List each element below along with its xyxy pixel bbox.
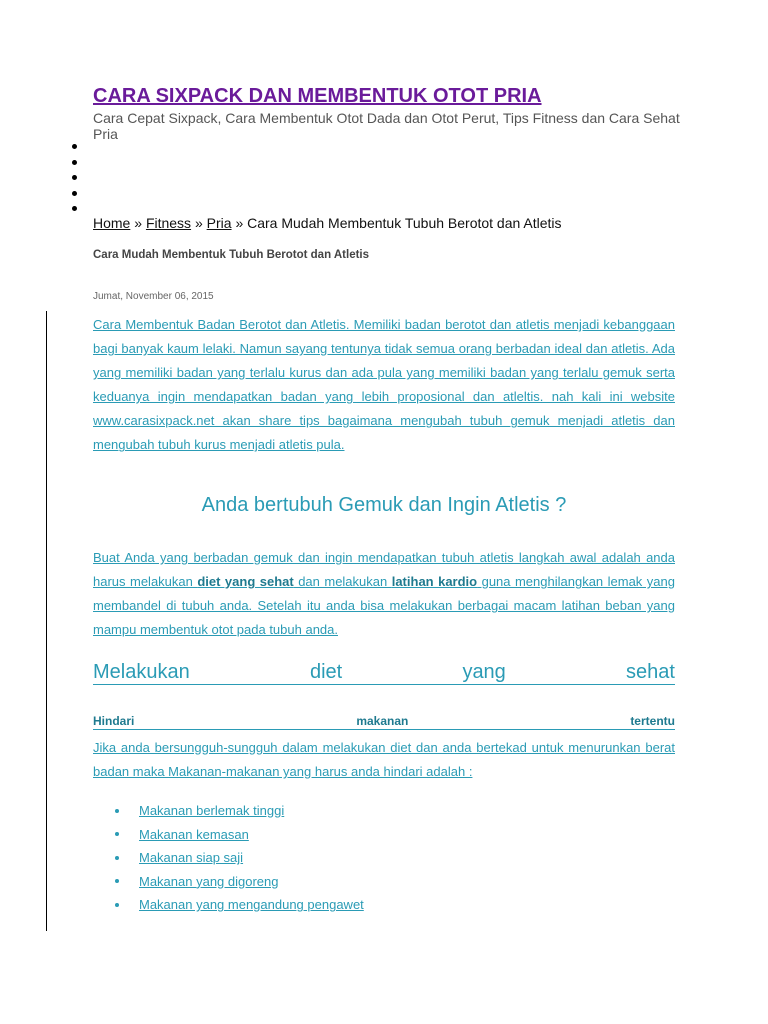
food-item-label: Makanan yang digoreng xyxy=(139,873,279,889)
heading-word: Melakukan xyxy=(93,661,190,683)
breadcrumb-current: Cara Mudah Membentuk Tubuh Berotot dan Atletis xyxy=(247,215,562,231)
nav-bullet[interactable] xyxy=(72,175,77,180)
heading-gemuk-atletis: Anda bertubuh Gemuk dan Ingin Atletis ? xyxy=(201,494,567,516)
food-item-label: Makanan berlemak tinggi xyxy=(139,803,285,819)
intro-paragraph[interactable]: Cara Membentuk Badan Berotot dan Atletis. Memiliki badan berotot dan atletis menjadi kebanggaan bagi banyak kaum lelaki. Namun sayang tentunya tidak semua orang berbadan ideal dan atletis. Ada yang memiliki badan yang terlalu kurus dan ada pula yang memiliki badan yang terlalu gemuk serta keduanya ingin mendapatkan badan yang lebih proposional dan atleltis. nah kali ini website www.carasixpack.net akan share tips bagaimana mengubah tubuh gemuk menjadi atletis dan mengubah tubuh kurus menjadi atletis pula. xyxy=(93,317,675,453)
subheading-hindari-makanan[interactable] xyxy=(93,713,675,730)
gemuk-text-2: dan melakukan xyxy=(293,574,392,590)
nav-bullet[interactable] xyxy=(72,160,77,165)
subheading-word: tertentu xyxy=(630,714,675,728)
subheading-word: Hindari xyxy=(93,714,135,728)
heading-diet-sehat[interactable] xyxy=(93,660,675,685)
hindari-paragraph[interactable]: Jika anda bersungguh-sungguh dalam melakukan diet dan anda bertekad untuk menurunkan berat badan maka Makanan-makanan yang harus anda hindari adalah : xyxy=(93,740,675,780)
list-item[interactable] xyxy=(115,799,364,823)
breadcrumb xyxy=(93,215,562,231)
list-item[interactable] xyxy=(115,893,364,917)
list-item[interactable] xyxy=(115,846,364,870)
left-rule-divider xyxy=(46,311,47,931)
post-title: Cara Mudah Membentuk Tubuh Berotot dan Atletis xyxy=(93,249,370,261)
breadcrumb-separator: » xyxy=(134,215,143,231)
empty-nav-list xyxy=(72,144,77,222)
breadcrumb-pria-link[interactable]: Pria xyxy=(206,215,232,231)
list-item[interactable] xyxy=(115,870,364,894)
site-description: Cara Cepat Sixpack, Cara Membentuk Otot Dada dan Otot Perut, Tips Fitness dan Cara Sehat Pria xyxy=(93,110,680,142)
bullet-icon xyxy=(115,809,119,813)
bullet-icon xyxy=(115,903,119,907)
list-item[interactable] xyxy=(115,823,364,847)
food-item-label: Makanan siap saji xyxy=(139,850,244,866)
breadcrumb-home-link[interactable]: Home xyxy=(93,215,131,231)
subheading-word: makanan xyxy=(356,714,409,728)
bullet-icon xyxy=(115,856,119,860)
gemuk-paragraph[interactable] xyxy=(93,546,675,642)
heading-word: diet xyxy=(309,661,343,683)
bullet-icon xyxy=(115,832,119,836)
nav-bullet[interactable] xyxy=(72,144,77,149)
heading-word: sehat xyxy=(626,661,675,683)
diet-sehat-emphasis: diet yang sehat xyxy=(197,574,294,590)
nav-bullet[interactable] xyxy=(72,191,77,196)
post-date: Jumat, November 06, 2015 xyxy=(93,291,214,302)
nav-bullet[interactable] xyxy=(72,206,77,211)
gemuk-text-3: guna menghilangkan lemak yang membandel di tubuh anda. Setelah itu anda bisa melakukan berbagai macam latihan beban yang mampu membentuk otot pada tubuh anda. xyxy=(93,574,675,638)
site-title[interactable]: CARA SIXPACK DAN MEMBENTUK OTOT PRIA xyxy=(93,85,542,107)
breadcrumb-separator: » xyxy=(194,215,203,231)
heading-word: yang xyxy=(462,661,506,683)
breadcrumb-separator: » xyxy=(235,215,244,231)
breadcrumb-fitness-link[interactable]: Fitness xyxy=(145,215,192,231)
latihan-kardio-emphasis: latihan kardio xyxy=(391,574,478,590)
bullet-icon xyxy=(115,879,119,883)
food-avoid-list xyxy=(115,799,364,917)
food-item-label: Makanan yang mengandung pengawet xyxy=(139,897,364,913)
gemuk-text-1: Buat Anda yang berbadan gemuk dan ingin mendapatkan tubuh atletis langkah awal adalah anda harus melakukan xyxy=(93,550,675,590)
food-item-label: Makanan kemasan xyxy=(139,826,249,842)
